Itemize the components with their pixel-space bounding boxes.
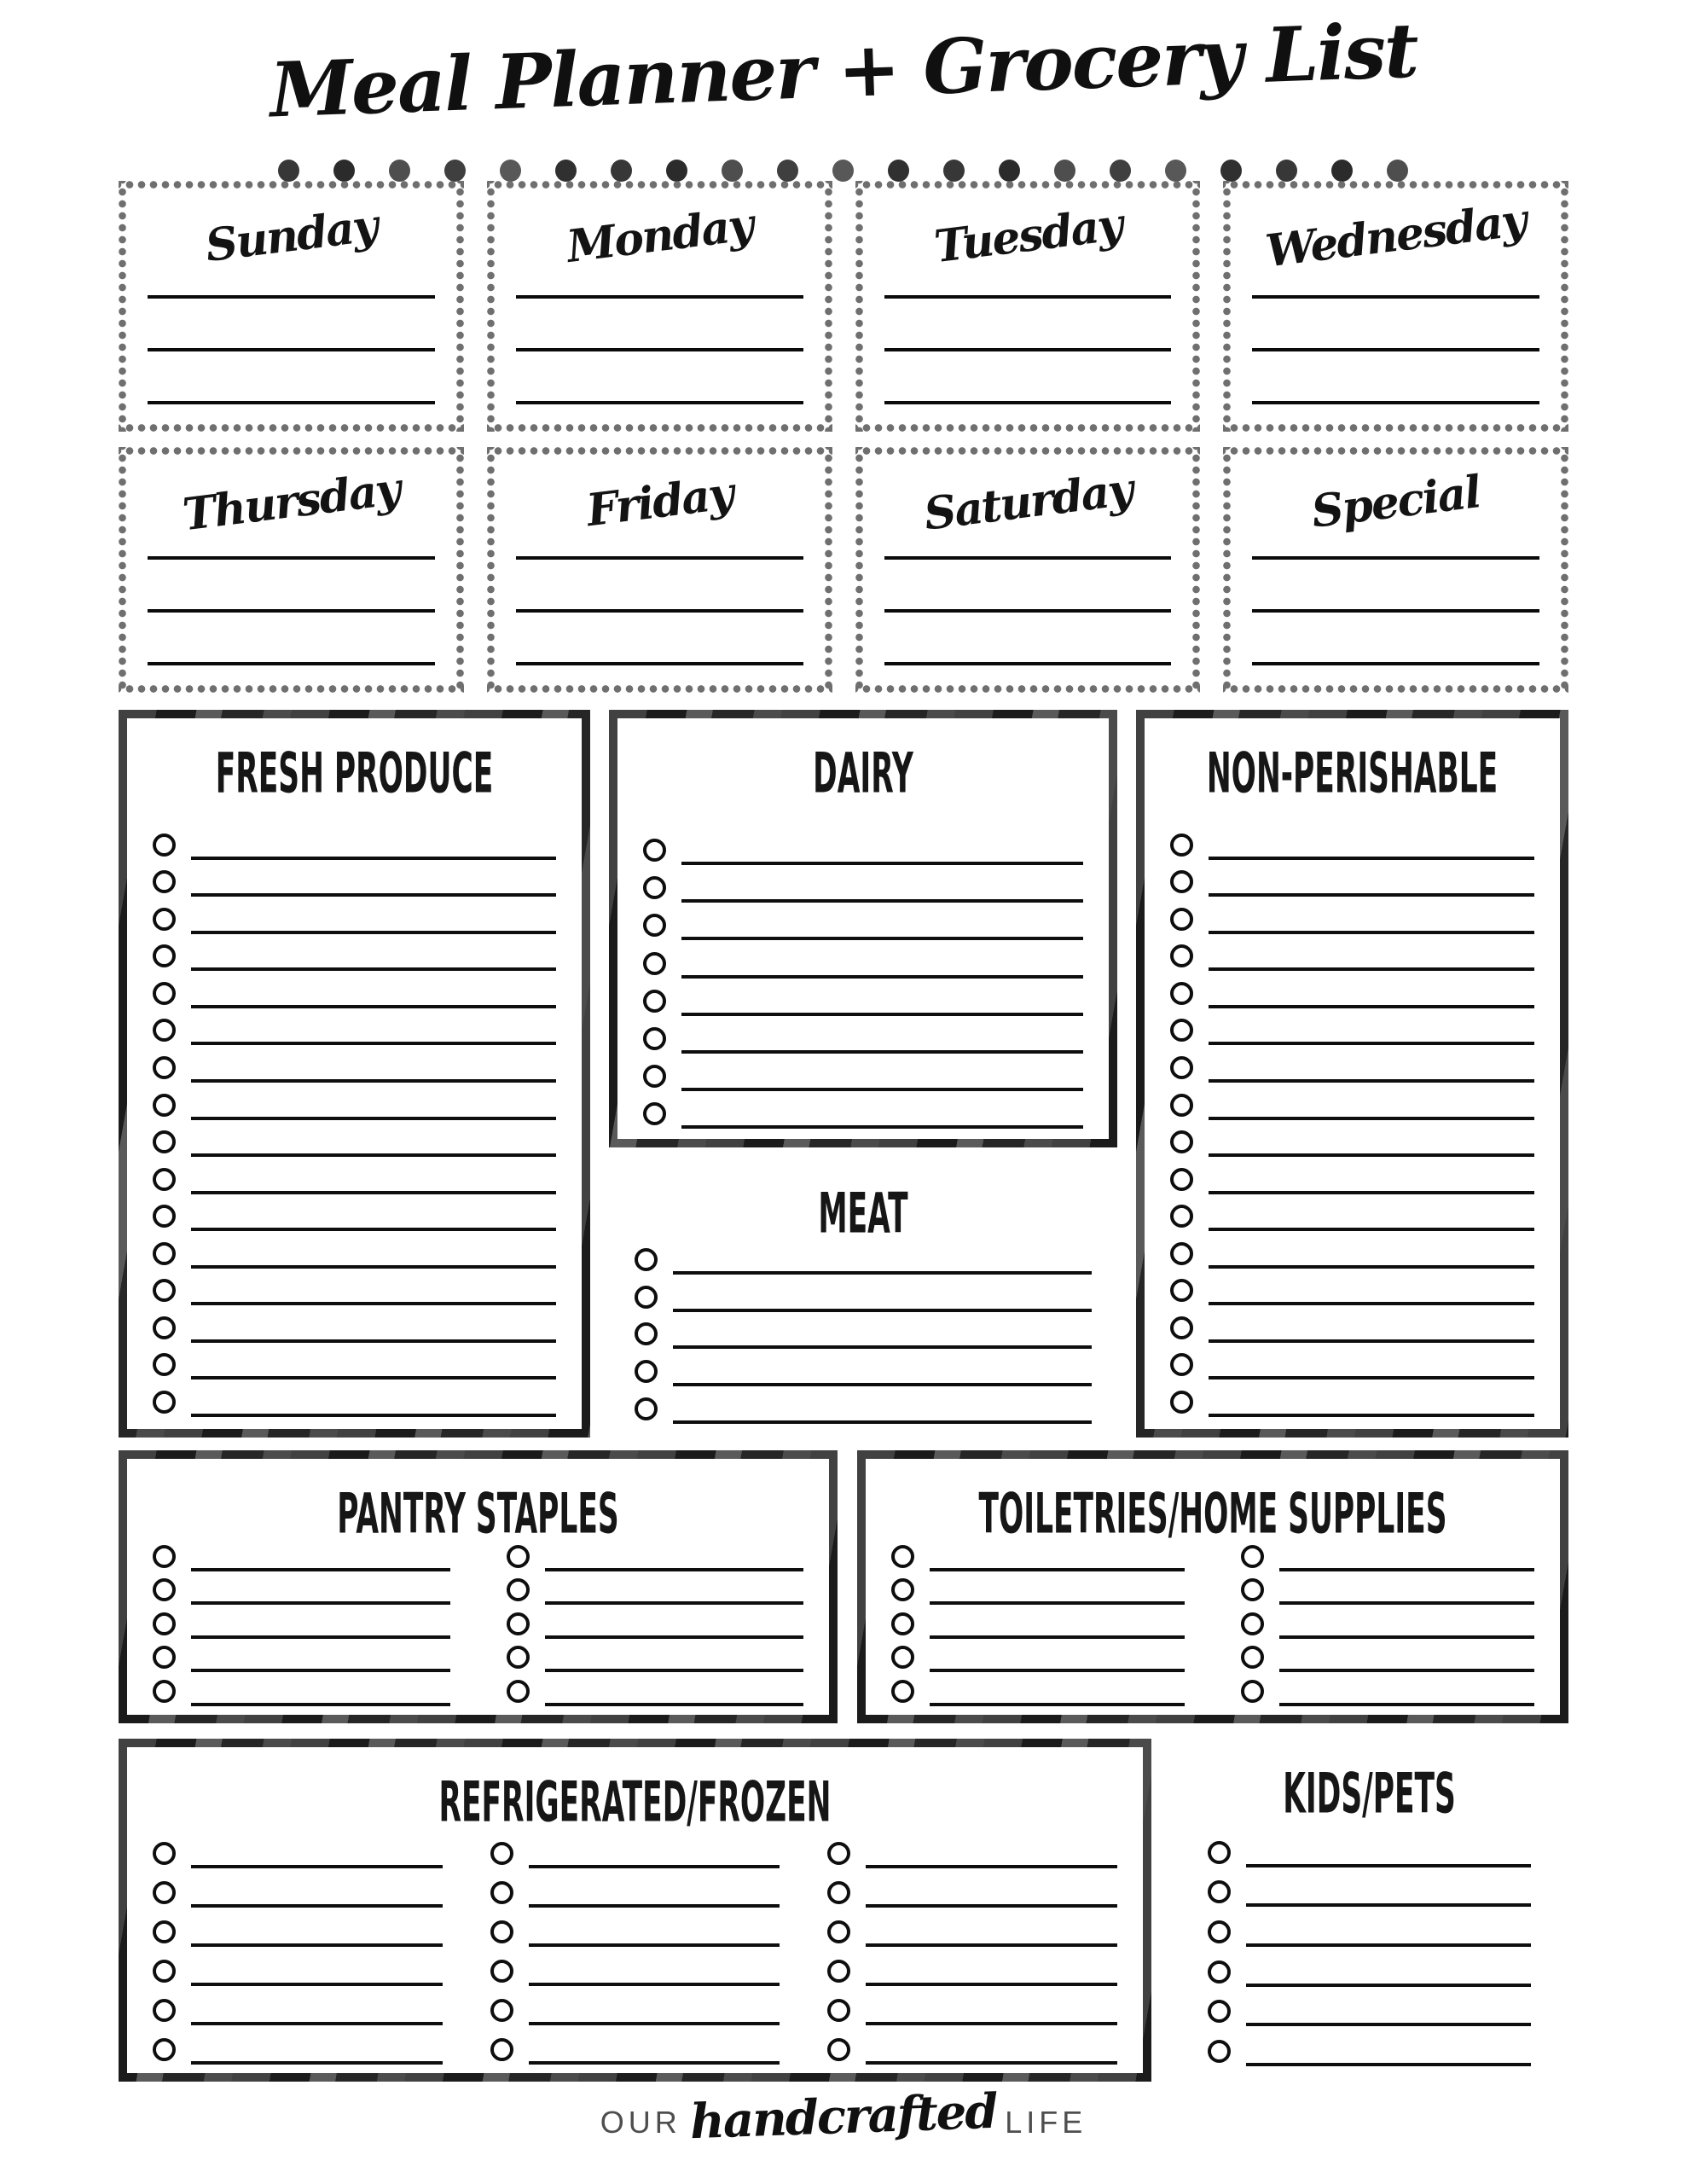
item-row: [1170, 897, 1534, 934]
item-circle-icon: [635, 1322, 658, 1345]
meal-writing-line: [884, 401, 1172, 404]
item-circle-icon: [1208, 1920, 1231, 1943]
meal-lines: [1252, 556, 1539, 665]
item-row: [891, 1605, 1185, 1639]
item-row: [1170, 1083, 1534, 1120]
item-circle-icon: [153, 1578, 176, 1601]
item-row: [643, 903, 1083, 940]
item-writing-line: [681, 1125, 1083, 1129]
item-circle-icon: [643, 914, 666, 937]
item-list: [635, 1237, 1092, 1424]
item-circle-icon: [153, 908, 176, 931]
item-row: [153, 1343, 556, 1380]
item-row: [153, 1829, 443, 1868]
binder-dot: [500, 160, 521, 182]
item-row: [891, 1571, 1185, 1606]
item-circle-icon: [1170, 870, 1193, 893]
section-title: DAIRY: [813, 741, 913, 805]
item-circle-icon: [827, 2038, 850, 2061]
binder-dot: [943, 160, 965, 182]
item-circle-icon: [153, 1999, 176, 2022]
item-circle-icon: [827, 1960, 850, 1983]
item-circle-icon: [153, 982, 176, 1005]
item-circle-icon: [507, 1578, 530, 1601]
item-circle-icon: [153, 834, 176, 857]
day-box-tuesday: [855, 181, 1201, 432]
item-row: [153, 1947, 443, 1986]
binder-dot: [832, 160, 854, 182]
item-row: [153, 1269, 556, 1306]
item-circle-icon: [490, 1960, 513, 1983]
meal-writing-line: [1252, 609, 1539, 613]
item-row: [490, 2025, 780, 2065]
item-circle-icon: [153, 1353, 176, 1376]
section-title: TOILETRIES/HOME SUPPLIES: [978, 1481, 1447, 1546]
page-title: Meal Planner + Grocery List: [268, 5, 1419, 135]
item-writing-line: [191, 1703, 450, 1706]
meal-writing-line: [516, 401, 803, 404]
item-row: [1170, 1008, 1534, 1046]
item-row: [490, 1829, 780, 1868]
binder-dot: [999, 160, 1020, 182]
meal-writing-line: [884, 295, 1172, 299]
item-row: [490, 1908, 780, 1947]
section-title: NON-PERISHABLE: [1206, 741, 1499, 805]
item-circle-icon: [153, 1130, 176, 1153]
item-row: [1170, 1157, 1534, 1194]
item-writing-line: [866, 2061, 1117, 2065]
item-row: [153, 1537, 450, 1571]
item-row: [1208, 2026, 1531, 2066]
item-circle-icon: [153, 1680, 176, 1703]
item-circle-icon: [827, 1881, 850, 1904]
meal-writing-line: [1252, 295, 1539, 299]
item-list: [643, 828, 1083, 1129]
section-title: KIDS/PETS: [1283, 1761, 1456, 1826]
item-circle-icon: [643, 1102, 666, 1125]
item-row: [490, 1986, 780, 2025]
item-circle-icon: [1208, 1841, 1231, 1864]
item-circle-icon: [1241, 1612, 1264, 1635]
item-circle-icon: [891, 1612, 914, 1635]
item-circle-icon: [643, 990, 666, 1013]
section-title: FRESH PRODUCE: [215, 741, 494, 805]
item-circle-icon: [1170, 1353, 1193, 1376]
item-circle-icon: [153, 1242, 176, 1265]
item-row: [827, 1868, 1117, 1908]
meal-writing-line: [148, 556, 435, 560]
item-row: [1170, 1231, 1534, 1269]
item-row: [507, 1639, 804, 1673]
meal-writing-line: [1252, 662, 1539, 665]
meal-lines: [884, 295, 1172, 404]
item-circle-icon: [153, 944, 176, 967]
item-circle-icon: [507, 1680, 530, 1703]
item-row: [643, 1016, 1083, 1054]
item-row: [507, 1571, 804, 1606]
item-circle-icon: [1208, 2040, 1231, 2063]
day-name: Tuesday: [930, 198, 1124, 274]
item-row: [153, 1868, 443, 1908]
day-name: Special: [1308, 466, 1483, 538]
item-circle-icon: [643, 952, 666, 975]
item-circle-icon: [507, 1545, 530, 1568]
meal-lines: [516, 556, 803, 665]
binder-dot: [444, 160, 466, 182]
item-circle-icon: [153, 1842, 176, 1865]
item-circle-icon: [643, 839, 666, 862]
item-row: [1241, 1639, 1534, 1673]
item-circle-icon: [891, 1545, 914, 1568]
item-circle-icon: [1241, 1578, 1264, 1601]
item-row: [153, 934, 556, 972]
item-row: [1170, 1120, 1534, 1158]
item-row: [153, 897, 556, 934]
item-circle-icon: [490, 1881, 513, 1904]
item-row: [490, 1947, 780, 1986]
item-row: [1170, 1194, 1534, 1232]
section-refrigerated-frozen: [119, 1739, 1151, 2082]
item-row: [827, 1986, 1117, 2025]
item-row: [643, 865, 1083, 903]
item-circle-icon: [1170, 1168, 1193, 1191]
item-row: [153, 1605, 450, 1639]
binder-dot: [611, 160, 632, 182]
item-circle-icon: [153, 1279, 176, 1302]
meal-writing-line: [1252, 348, 1539, 351]
day-box-wednesday: [1223, 181, 1568, 432]
item-row: [153, 1986, 443, 2025]
item-circle-icon: [643, 1027, 666, 1050]
brand-footer-left: OUR: [600, 2105, 681, 2140]
section-title: PANTRY STAPLES: [337, 1481, 619, 1546]
pantry-band: [119, 1450, 1568, 1723]
item-circle-icon: [153, 1612, 176, 1635]
meal-lines: [516, 295, 803, 404]
item-list: [153, 1829, 1117, 2065]
section-pantry-staples: [119, 1450, 838, 1723]
item-circle-icon: [153, 1056, 176, 1079]
item-circle-icon: [635, 1360, 658, 1383]
item-circle-icon: [490, 1842, 513, 1865]
item-row: [891, 1672, 1185, 1706]
item-circle-icon: [1170, 908, 1193, 931]
section-title: MEAT: [818, 1181, 908, 1246]
day-name: Saturday: [920, 463, 1135, 541]
binder-dot: [1165, 160, 1186, 182]
item-row: [153, 1008, 556, 1046]
item-row: [1208, 1827, 1531, 1867]
day-name: Thursday: [179, 462, 403, 542]
section-meat: [609, 1159, 1117, 1438]
item-row: [643, 940, 1083, 978]
day-row-1: [119, 181, 1568, 432]
binder-dot: [722, 160, 743, 182]
item-circle-icon: [153, 1391, 176, 1414]
item-writing-line: [930, 1703, 1185, 1706]
item-circle-icon: [1241, 1646, 1264, 1669]
item-circle-icon: [643, 876, 666, 899]
binder-dot: [1276, 160, 1297, 182]
item-circle-icon: [507, 1646, 530, 1669]
brand-footer: [0, 2082, 1687, 2151]
item-writing-line: [1279, 1703, 1534, 1706]
meal-writing-line: [516, 348, 803, 351]
day-box-sunday: [119, 181, 464, 432]
item-row: [1208, 1947, 1531, 1987]
item-circle-icon: [891, 1646, 914, 1669]
item-row: [153, 1380, 556, 1417]
day-name: Monday: [564, 198, 756, 274]
item-row: [635, 1237, 1092, 1275]
meal-lines: [884, 556, 1172, 665]
item-list: [1170, 822, 1534, 1417]
item-row: [1170, 860, 1534, 897]
binder-dot: [777, 160, 798, 182]
meal-writing-line: [884, 556, 1172, 560]
item-row: [153, 1571, 450, 1606]
item-circle-icon: [827, 1842, 850, 1865]
item-list: [153, 1537, 803, 1706]
meal-writing-line: [884, 348, 1172, 351]
item-row: [1170, 1343, 1534, 1380]
item-writing-line: [1209, 1414, 1534, 1417]
section-kids-pets: [1170, 1739, 1568, 2082]
meal-writing-line: [1252, 401, 1539, 404]
section-title: REFRIGERATED/FROZEN: [438, 1769, 832, 1834]
meal-writing-line: [148, 609, 435, 613]
item-row: [153, 1908, 443, 1947]
item-row: [1170, 934, 1534, 972]
meal-lines: [1252, 295, 1539, 404]
item-circle-icon: [1170, 1130, 1193, 1153]
item-circle-icon: [490, 1999, 513, 2022]
item-circle-icon: [891, 1578, 914, 1601]
binder-dot: [888, 160, 909, 182]
item-circle-icon: [1170, 1391, 1193, 1414]
item-circle-icon: [635, 1397, 658, 1420]
binder-dot: [1054, 160, 1075, 182]
item-circle-icon: [643, 1065, 666, 1088]
item-row: [153, 971, 556, 1008]
meal-writing-line: [148, 295, 435, 299]
day-box-friday: [487, 447, 832, 693]
item-circle-icon: [153, 1094, 176, 1117]
item-circle-icon: [153, 2038, 176, 2061]
item-row: [1170, 1045, 1534, 1083]
brand-footer-right: LIFE: [1005, 2105, 1087, 2140]
item-circle-icon: [1170, 944, 1193, 967]
item-row: [643, 1091, 1083, 1129]
item-row: [153, 1305, 556, 1343]
meal-writing-line: [516, 556, 803, 560]
item-row: [643, 1054, 1083, 1091]
item-row: [635, 1349, 1092, 1386]
item-row: [153, 1157, 556, 1194]
item-list: [1208, 1827, 1531, 2066]
binder-dot: [1110, 160, 1131, 182]
item-row: [1170, 1380, 1534, 1417]
item-row: [153, 1083, 556, 1120]
item-circle-icon: [635, 1286, 658, 1309]
meal-writing-line: [1252, 556, 1539, 560]
item-circle-icon: [1170, 1056, 1193, 1079]
item-row: [490, 1868, 780, 1908]
meal-writing-line: [148, 348, 435, 351]
item-circle-icon: [1170, 1019, 1193, 1042]
item-row: [891, 1639, 1185, 1673]
item-row: [507, 1672, 804, 1706]
day-box-thursday: [119, 447, 464, 693]
item-row: [153, 1045, 556, 1083]
item-circle-icon: [1170, 982, 1193, 1005]
item-circle-icon: [1170, 1094, 1193, 1117]
item-row: [1241, 1672, 1534, 1706]
item-circle-icon: [1170, 1316, 1193, 1339]
day-box-saturday: [855, 447, 1201, 693]
meal-writing-line: [516, 609, 803, 613]
meal-writing-line: [884, 609, 1172, 613]
brand-footer-script: handcrafted: [688, 2082, 998, 2151]
item-circle-icon: [1208, 1880, 1231, 1903]
day-name: Friday: [583, 467, 735, 537]
item-row: [1241, 1605, 1534, 1639]
item-circle-icon: [1170, 1242, 1193, 1265]
day-name: Wednesday: [1263, 194, 1529, 278]
binder-dots: [278, 160, 1408, 182]
meal-lines: [148, 295, 435, 404]
item-row: [153, 860, 556, 897]
item-row: [1241, 1537, 1534, 1571]
binder-dot: [1220, 160, 1242, 182]
item-row: [153, 1231, 556, 1269]
meal-writing-line: [884, 662, 1172, 665]
item-row: [1208, 1987, 1531, 2027]
item-row: [1170, 971, 1534, 1008]
item-row: [827, 2025, 1117, 2065]
item-writing-line: [1246, 2063, 1531, 2066]
item-circle-icon: [153, 1545, 176, 1568]
item-row: [1208, 1907, 1531, 1947]
meal-writing-line: [516, 295, 803, 299]
item-circle-icon: [1170, 1279, 1193, 1302]
item-circle-icon: [827, 1920, 850, 1943]
item-circle-icon: [153, 1205, 176, 1228]
day-box-special: [1223, 447, 1568, 693]
item-row: [1170, 1269, 1534, 1306]
item-circle-icon: [891, 1680, 914, 1703]
item-row: [153, 822, 556, 860]
item-circle-icon: [153, 1316, 176, 1339]
item-circle-icon: [153, 1881, 176, 1904]
section-toiletries-home-supplies: [857, 1450, 1568, 1723]
item-circle-icon: [1208, 2000, 1231, 2023]
item-row: [1241, 1571, 1534, 1606]
item-circle-icon: [490, 1920, 513, 1943]
item-circle-icon: [490, 2038, 513, 2061]
binder-dot: [1387, 160, 1408, 182]
item-circle-icon: [507, 1612, 530, 1635]
item-row: [643, 979, 1083, 1016]
grocery-middle-column: [609, 710, 1117, 1438]
item-row: [153, 2025, 443, 2065]
binder-dot: [1331, 160, 1353, 182]
meal-lines: [148, 556, 435, 665]
meal-writing-line: [516, 662, 803, 665]
item-row: [635, 1312, 1092, 1350]
item-row: [153, 1639, 450, 1673]
item-circle-icon: [1208, 1960, 1231, 1984]
item-circle-icon: [153, 1920, 176, 1943]
binder-dot: [389, 160, 410, 182]
item-circle-icon: [153, 1960, 176, 1983]
day-row-2: [119, 447, 1568, 693]
day-name: Sunday: [202, 199, 380, 273]
item-row: [507, 1605, 804, 1639]
item-row: [1208, 1867, 1531, 1908]
item-row: [507, 1537, 804, 1571]
binder-dot: [278, 160, 299, 182]
item-circle-icon: [1241, 1680, 1264, 1703]
item-writing-line: [191, 1414, 556, 1417]
item-circle-icon: [153, 870, 176, 893]
item-row: [635, 1386, 1092, 1424]
section-non-perishable: [1136, 710, 1568, 1438]
item-row: [153, 1194, 556, 1232]
item-writing-line: [545, 1703, 804, 1706]
item-circle-icon: [1170, 834, 1193, 857]
meal-writing-line: [148, 401, 435, 404]
item-writing-line: [529, 2061, 780, 2065]
item-row: [891, 1537, 1185, 1571]
item-row: [827, 1829, 1117, 1868]
binder-dot: [333, 160, 355, 182]
item-row: [1170, 822, 1534, 860]
item-writing-line: [191, 2061, 443, 2065]
item-list: [891, 1537, 1534, 1706]
item-list: [153, 822, 556, 1417]
item-circle-icon: [1241, 1545, 1264, 1568]
item-row: [643, 828, 1083, 865]
item-row: [827, 1947, 1117, 1986]
item-circle-icon: [153, 1168, 176, 1191]
section-fresh-produce: [119, 710, 590, 1438]
bottom-band: [119, 1739, 1568, 2082]
item-circle-icon: [153, 1019, 176, 1042]
meal-writing-line: [148, 662, 435, 665]
item-row: [153, 1672, 450, 1706]
item-row: [827, 1908, 1117, 1947]
item-circle-icon: [153, 1646, 176, 1669]
item-circle-icon: [1170, 1205, 1193, 1228]
item-row: [153, 1120, 556, 1158]
item-row: [635, 1275, 1092, 1312]
item-writing-line: [673, 1420, 1092, 1424]
binder-dot: [555, 160, 577, 182]
item-row: [1170, 1305, 1534, 1343]
binder-dot: [666, 160, 687, 182]
grocery-middle-band: [119, 710, 1568, 1438]
item-circle-icon: [635, 1248, 658, 1271]
item-circle-icon: [827, 1999, 850, 2022]
section-dairy: [609, 710, 1117, 1147]
day-box-monday: [487, 181, 832, 432]
